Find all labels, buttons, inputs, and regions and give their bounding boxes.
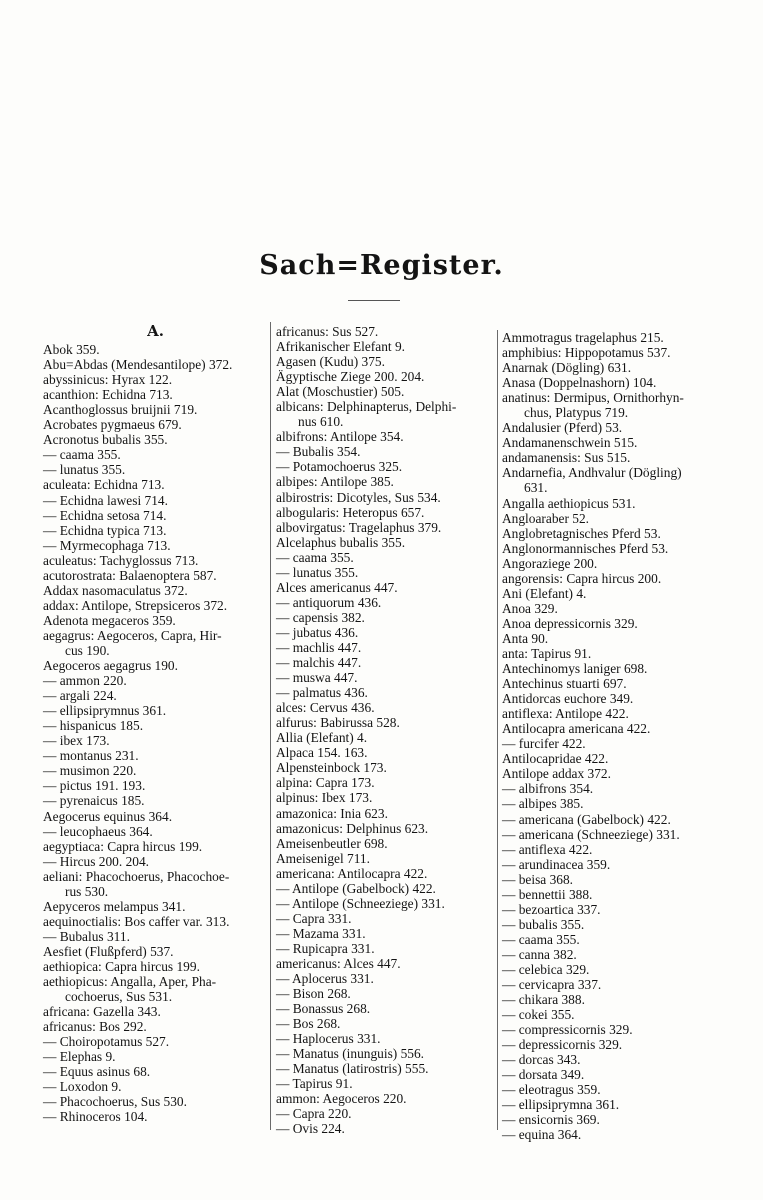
index-entry: — hispanicus 185. — [43, 718, 144, 734]
title-divider — [348, 300, 400, 301]
index-entry: albovirgatus: Tragelaphus 379. — [276, 519, 442, 535]
index-entry: — machlis 447. — [276, 639, 362, 655]
index-entry: — ellipsiprymnus 361. — [43, 703, 167, 719]
index-entry: — Potamochoerus 325. — [276, 459, 403, 475]
index-entry: albifrons: Antilope 354. — [276, 429, 404, 445]
index-entry: aeliani: Phacochoerus, Phacochoe- — [43, 868, 230, 884]
index-entry: Allia (Elefant) 4. — [276, 730, 368, 746]
index-entry: — dorcas 343. — [502, 1052, 581, 1068]
index-entry: addax: Antilope, Strepsiceros 372. — [43, 597, 228, 613]
index-entry: alpina: Capra 173. — [276, 775, 375, 791]
index-entry: anatinus: Dermipus, Ornithorhyn- — [502, 390, 684, 406]
index-entry: Antechinomys laniger 698. — [502, 661, 648, 677]
index-entry: aethiopica: Capra hircus 199. — [43, 958, 200, 974]
index-entry: — albipes 385. — [502, 796, 584, 812]
index-entry: — albifrons 354. — [502, 781, 594, 797]
index-entry: Abok 359. — [43, 342, 100, 358]
index-entry: — Bison 268. — [276, 986, 351, 1002]
index-entry: — ensicornis 369. — [502, 1112, 600, 1128]
index-entry: — beisa 368. — [502, 871, 574, 887]
index-entry: — antiquorum 436. — [276, 594, 382, 610]
index-entry: — Hircus 200. 204. — [43, 853, 150, 869]
index-entry: — cervicapra 337. — [502, 977, 602, 993]
index-entry: Antechinus stuarti 697. — [502, 676, 627, 692]
index-entry: — Tapirus 91. — [276, 1076, 353, 1092]
index-entry: aculeata: Echidna 713. — [43, 477, 165, 493]
index-entry: — Choiropotamus 527. — [43, 1034, 170, 1050]
index-column-1 — [43, 324, 268, 1124]
index-entry: — Bubalis 354. — [276, 444, 361, 460]
index-entry: cus 190. — [65, 642, 110, 658]
index-entry: — equina 364. — [502, 1127, 582, 1143]
index-entry: — Haplocerus 331. — [276, 1031, 381, 1047]
index-entry: — Rhinoceros 104. — [43, 1109, 148, 1125]
index-entry: Acronotus bubalis 355. — [43, 432, 168, 448]
index-entry: Andamanenschwein 515. — [502, 435, 638, 451]
index-entry: aegagrus: Aegoceros, Capra, Hir- — [43, 627, 222, 643]
index-entry: — Antilope (Schneeziege) 331. — [276, 895, 445, 911]
index-entry: Antilocapridae 422. — [502, 751, 609, 767]
index-entry: americanus: Alces 447. — [276, 955, 401, 971]
index-entry: — Bos 268. — [276, 1016, 341, 1032]
index-entry: alfurus: Babirussa 528. — [276, 715, 400, 731]
index-entry: — Antilope (Gabelbock) 422. — [276, 880, 436, 896]
index-entry: — americana (Gabelbock) 422. — [502, 811, 671, 827]
index-entry: Addax nasomaculatus 372. — [43, 582, 188, 598]
index-entry: — Myrmecophaga 713. — [43, 537, 171, 553]
index-entry: Antidorcas euchore 349. — [502, 691, 634, 707]
index-entry: alpinus: Ibex 173. — [276, 790, 373, 806]
index-entry: — montanus 231. — [43, 748, 139, 764]
index-entry: chus, Platypus 719. — [524, 405, 629, 421]
index-entry: — dorsata 349. — [502, 1067, 585, 1083]
index-entry: — musimon 220. — [43, 763, 137, 779]
index-entry: aethiopicus: Angalla, Aper, Pha- — [43, 974, 217, 990]
index-entry: — ellipsiprymna 361. — [502, 1097, 620, 1113]
index-entry: — capensis 382. — [276, 609, 365, 625]
index-entry: acutorostrata: Balaenoptera 587. — [43, 567, 217, 583]
index-entry: Aegoceros aegagrus 190. — [43, 658, 178, 674]
index-entry: — Capra 331. — [276, 910, 352, 926]
index-entry: — ammon 220. — [43, 673, 127, 689]
index-entry: — Rupicapra 331. — [276, 940, 375, 956]
index-entry: aculeatus: Tachyglossus 713. — [43, 552, 199, 568]
index-entry: — bezoartica 337. — [502, 901, 601, 917]
index-entry: — Loxodon 9. — [43, 1079, 122, 1095]
index-entry: Andalusier (Pferd) 53. — [502, 420, 623, 436]
index-entry: Ägyptische Ziege 200. 204. — [276, 369, 425, 385]
index-entry: — bennettii 388. — [502, 886, 593, 902]
index-entry: — jubatus 436. — [276, 624, 359, 640]
index-entry: — bubalis 355. — [502, 916, 585, 932]
index-entry: 631. — [524, 480, 548, 496]
index-entry: — pyrenaicus 185. — [43, 793, 145, 809]
index-entry: Anasa (Doppelnashorn) 104. — [502, 375, 657, 391]
index-entry: Acanthoglossus bruijnii 719. — [43, 402, 198, 418]
index-entry: Antilope addax 372. — [502, 766, 611, 782]
index-entry: — Echidna lawesi 714. — [43, 492, 168, 508]
index-entry: — Bonassus 268. — [276, 1001, 371, 1017]
index-entry: — lunatus 355. — [276, 564, 359, 580]
index-entry: ammon: Aegoceros 220. — [276, 1091, 407, 1107]
index-entry: Afrikanischer Elefant 9. — [276, 339, 406, 355]
index-entry: albipes: Antilope 385. — [276, 474, 394, 490]
index-entry: amazonica: Inia 623. — [276, 805, 388, 821]
index-entry: Agasen (Kudu) 375. — [276, 354, 385, 370]
index-entry: Angloaraber 52. — [502, 510, 590, 526]
index-entry: — pictus 191. 193. — [43, 778, 146, 794]
index-entry: — ibex 173. — [43, 733, 110, 749]
index-entry: albirostris: Dicotyles, Sus 534. — [276, 489, 441, 505]
index-entry: africanus: Sus 527. — [276, 324, 379, 339]
index-entry: — furcifer 422. — [502, 736, 586, 752]
index-entry: — chikara 388. — [502, 992, 585, 1008]
index-entry: abyssinicus: Hyrax 122. — [43, 372, 173, 388]
index-entry: africana: Gazella 343. — [43, 1004, 161, 1020]
index-entry: — Capra 220. — [276, 1106, 352, 1122]
index-entry: — lunatus 355. — [43, 462, 126, 478]
index-entry: Anarnak (Dögling) 631. — [502, 360, 632, 376]
index-entry: — Manatus (latirostris) 555. — [276, 1061, 429, 1077]
section-letter-heading: A. — [147, 322, 164, 340]
index-entry: — Bubalus 311. — [43, 928, 130, 944]
index-column-2 — [276, 324, 496, 1137]
index-entry: Ameisenbeutler 698. — [276, 835, 388, 851]
index-entry: — argali 224. — [43, 688, 117, 704]
column-divider — [270, 322, 271, 1130]
index-entry: Anoa 329. — [502, 600, 558, 616]
index-entry: angorensis: Capra hircus 200. — [502, 570, 662, 586]
index-entry: Ani (Elefant) 4. — [502, 585, 587, 601]
index-entry: Anglobretagnisches Pferd 53. — [502, 525, 661, 541]
index-entry: amphibius: Hippopotamus 537. — [502, 345, 671, 361]
index-entry: Alpensteinbock 173. — [276, 760, 387, 776]
index-entry: — cokei 355. — [502, 1007, 575, 1023]
index-entry: Acrobates pygmaeus 679. — [43, 417, 182, 433]
index-entry: — leucophaeus 364. — [43, 823, 153, 839]
index-entry: alces: Cervus 436. — [276, 700, 375, 716]
index-entry: — palmatus 436. — [276, 685, 368, 701]
index-entry: — celebica 329. — [502, 961, 590, 977]
index-entry: — Echidna setosa 714. — [43, 507, 167, 523]
index-entry: rus 530. — [65, 883, 109, 899]
index-entry: Alces americanus 447. — [276, 579, 398, 595]
index-entry: — Aplocerus 331. — [276, 971, 374, 987]
index-entry: amazonicus: Delphinus 623. — [276, 820, 429, 836]
index-entry: albicans: Delphinapterus, Delphi- — [276, 399, 457, 415]
index-entry: — Phacochoerus, Sus 530. — [43, 1094, 187, 1110]
index-entry: americana: Antilocapra 422. — [276, 865, 428, 881]
index-entry: Anglonormannisches Pferd 53. — [502, 540, 669, 556]
index-entry: Alcelaphus bubalis 355. — [276, 534, 406, 550]
index-entry: — Manatus (inunguis) 556. — [276, 1046, 425, 1062]
index-entry: anta: Tapirus 91. — [502, 645, 592, 661]
index-entry: — malchis 447. — [276, 655, 362, 671]
index-entry: — compressicornis 329. — [502, 1022, 633, 1038]
index-entry: Abu=Abdas (Mendesantilope) 372. — [43, 357, 233, 373]
index-entry: cochoerus, Sus 531. — [65, 989, 173, 1005]
index-entry: — Echidna typica 713. — [43, 522, 167, 538]
index-entry: Antilocapra americana 422. — [502, 721, 651, 737]
index-entry: Ameisenigel 711. — [276, 850, 370, 866]
index-entry: albogularis: Heteropus 657. — [276, 504, 425, 520]
index-entry: nus 610. — [298, 414, 344, 430]
index-entry: Aegocerus equinus 364. — [43, 808, 173, 824]
index-entry: Ammotragus tragelaphus 215. — [502, 330, 664, 345]
page-title: Sach=Register. — [259, 250, 504, 281]
index-entry: — arundinacea 359. — [502, 856, 611, 872]
index-entry: aequinoctialis: Bos caffer var. 313. — [43, 913, 230, 929]
index-entry: — caama 355. — [43, 447, 121, 463]
index-entry: Alpaca 154. 163. — [276, 745, 368, 761]
index-entry: — antiflexa 422. — [502, 841, 593, 857]
index-entry: acanthion: Echidna 713. — [43, 387, 173, 403]
index-entry: — muswa 447. — [276, 670, 358, 686]
index-entry: — caama 355. — [276, 549, 354, 565]
index-entry: — americana (Schneeziege) 331. — [502, 826, 680, 842]
index-entry: — Elephas 9. — [43, 1049, 116, 1065]
index-entry: — depressicornis 329. — [502, 1037, 623, 1053]
index-entry: — eleotragus 359. — [502, 1082, 601, 1098]
index-entry: Andarnefia, Andhvalur (Dögling) — [502, 465, 682, 481]
index-entry: africanus: Bos 292. — [43, 1019, 147, 1035]
index-entry: aegyptiaca: Capra hircus 199. — [43, 838, 203, 854]
index-entry: Angoraziege 200. — [502, 555, 598, 571]
index-entry: Aesfiet (Flußpferd) 537. — [43, 943, 174, 959]
index-entry: Anoa depressicornis 329. — [502, 615, 638, 631]
column-divider — [497, 330, 498, 1130]
index-entry: — caama 355. — [502, 931, 580, 947]
index-entry: Aepyceros melampus 341. — [43, 898, 186, 914]
index-entry: antiflexa: Antilope 422. — [502, 706, 629, 722]
index-column-3 — [502, 330, 758, 1143]
index-entry: Alat (Moschustier) 505. — [276, 384, 405, 400]
index-entry: Angalla aethiopicus 531. — [502, 495, 636, 511]
index-entry: — Equus asinus 68. — [43, 1064, 151, 1080]
index-entry: — canna 382. — [502, 946, 577, 962]
index-entry: — Mazama 331. — [276, 925, 366, 941]
index-entry: Anta 90. — [502, 630, 549, 646]
index-entry: — Ovis 224. — [276, 1121, 345, 1137]
index-entry: Adenota megaceros 359. — [43, 612, 176, 628]
index-entry: andamanensis: Sus 515. — [502, 450, 631, 466]
